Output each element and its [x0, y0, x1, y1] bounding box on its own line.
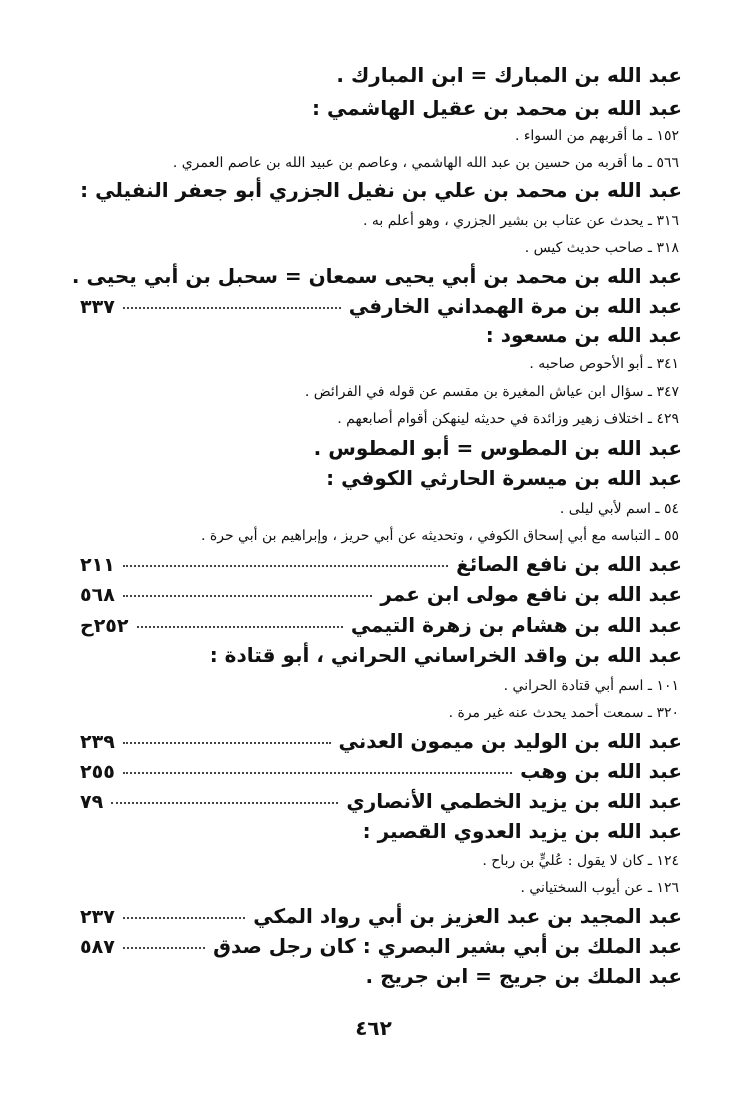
index-entry [80, 904, 682, 928]
leader-dots [123, 565, 448, 567]
heading-line: عبد الله بن المطوس = أبو المطوس . [313, 436, 682, 460]
leader-dots [123, 947, 205, 949]
sub-line: ٥٥ ـ التباسه مع أبي إسحاق الكوفي ، وتحديثه عن أبي حريز ، وإبراهيم بن أبي حرة . [200, 528, 679, 544]
sub-line: ٥٤ ـ اسم لأبي ليلى . [559, 501, 679, 517]
heading-line: عبد الله بن واقد الخراساني الحراني ، أبو قتادة : [209, 643, 682, 667]
heading-line: عبد الله بن يزيد العدوي القصير : [362, 819, 682, 843]
sub-line: ١٢٤ ـ كان لا يقول : عُليٍّ بن رباح . [482, 853, 679, 869]
leader-dots [137, 626, 343, 628]
entry-number: ٢٥٢ح [80, 615, 129, 637]
sub-line: ٣٢٠ ـ سمعت أحمد يحدث عنه غير مرة . [448, 705, 679, 721]
entry-name: عبد الله بن مرة الهمداني الخارفي [348, 294, 682, 318]
entry-number: ٢٣٩ [80, 731, 115, 753]
entry-name: عبد الله بن نافع الصائغ [456, 552, 682, 576]
entry-name: عبد الله بن وهب [520, 759, 682, 783]
entry-number: ٣٣٧ [80, 296, 115, 318]
leader-dots [123, 307, 341, 309]
leader-dots [123, 595, 373, 597]
heading-line: عبد الله بن محمد بن عقيل الهاشمي : [311, 96, 682, 120]
leader-dots [123, 772, 512, 774]
sub-line: ٤٢٩ ـ اختلاف زهير وزائدة في حديثه لينهكن أقوام أصابعهم . [337, 411, 679, 427]
sub-line: ١٠١ ـ اسم أبي قتادة الحراني . [503, 678, 679, 694]
leader-dots [123, 742, 331, 744]
entry-name: عبد الله بن الوليد بن ميمون العدني [338, 729, 682, 753]
sub-line: ٣١٨ ـ صاحب حديث كيس . [524, 240, 679, 256]
sub-line: ١٢٦ ـ عن أيوب السختياني . [520, 880, 679, 896]
sub-line: ٣٤١ ـ أبو الأحوص صاحبه . [529, 356, 679, 372]
entry-number: ٢١١ [80, 554, 115, 576]
index-entry [80, 934, 682, 958]
index-entry [80, 552, 682, 576]
sub-line: ٣٤٧ ـ سؤال ابن عياش المغيرة بن مقسم عن قوله في الفرائض . [304, 384, 679, 400]
index-entry [80, 729, 682, 753]
index-entry [80, 789, 682, 813]
sub-line: ١٥٢ ـ ما أقربهم من السواء . [514, 128, 679, 144]
sub-line: ٥٦٦ ـ ما أقربه من حسين بن عبد الله الهاشمي ، وعاصم بن عبيد الله بن عاصم العمري . [172, 155, 679, 171]
index-entry [80, 613, 682, 637]
entry-name: عبد الله بن هشام بن زهرة التيمي [350, 613, 682, 637]
entry-number: ٥٨٧ [80, 936, 115, 958]
heading-line: عبد الله بن محمد بن علي بن نفيل الجزري أبو جعفر النفيلي : [80, 178, 682, 202]
heading-line: عبد الله بن محمد بن أبي يحيى سمعان = سحبل بن أبي يحيى . [71, 264, 682, 288]
leader-dots [123, 917, 245, 919]
sub-line: ٣١٦ ـ يحدث عن عتاب بن بشير الجزري ، وهو أعلم به . [362, 213, 679, 229]
heading-line: عبد الله بن ميسرة الحارثي الكوفي : [326, 466, 682, 490]
entry-number: ٥٦٨ [80, 584, 115, 606]
entry-name: عبد الملك بن أبي بشير البصري : كان رجل صدق [213, 934, 682, 958]
index-entry [80, 582, 682, 606]
page-number: ٤٦٢ [355, 1016, 392, 1040]
entry-number: ٢٣٧ [80, 906, 115, 928]
index-entry [80, 759, 682, 783]
entry-number: ٧٩ [80, 791, 104, 813]
heading-line: عبد الله بن المبارك = ابن المبارك . [336, 63, 682, 87]
entry-name: عبد المجيد بن عبد العزيز بن أبي رواد المكي [253, 904, 682, 928]
heading-line: عبد الله بن مسعود : [485, 323, 682, 347]
entry-number: ٢٥٥ [80, 761, 115, 783]
index-entry [80, 294, 682, 318]
heading-line: عبد الملك بن جريج = ابن جريج . [365, 964, 682, 988]
entry-name: عبد الله بن نافع مولى ابن عمر [380, 582, 682, 606]
entry-name: عبد الله بن يزيد الخطمي الأنصاري [346, 789, 682, 813]
leader-dots [111, 802, 338, 804]
